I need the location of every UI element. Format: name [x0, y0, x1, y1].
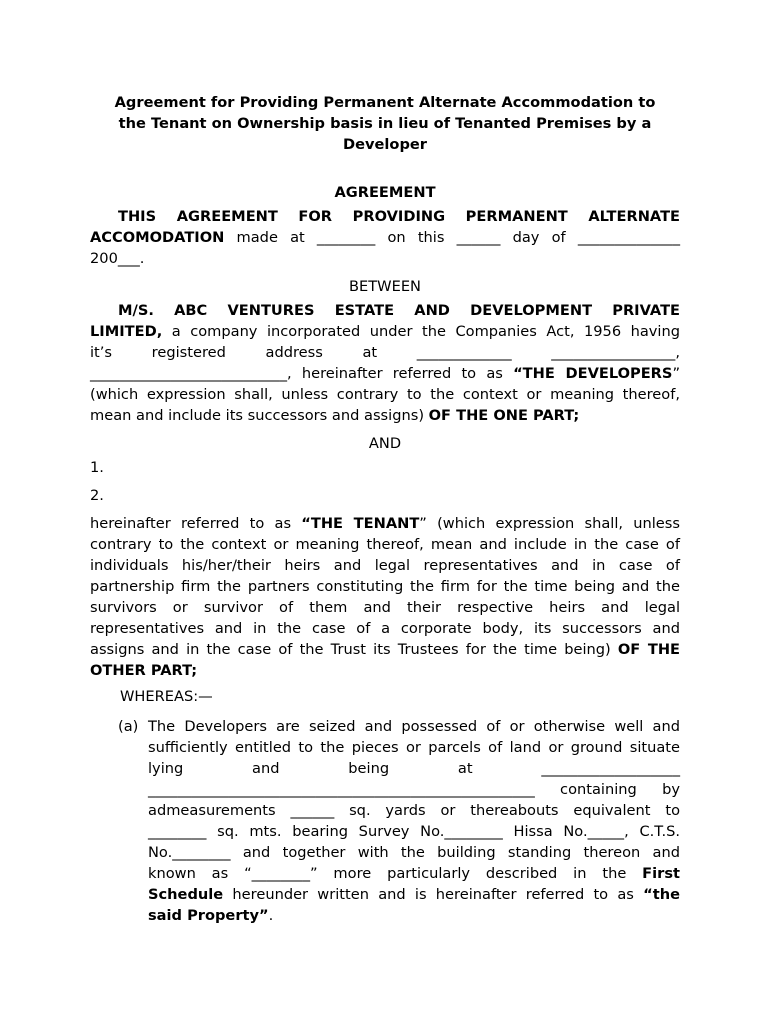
- limited-term: LIMITED,: [90, 323, 163, 340]
- list-item-2: 2.: [90, 487, 104, 504]
- clause-a-line-10: [148, 905, 680, 926]
- party1-line-2: [90, 321, 680, 342]
- clause-a-line-3: lying and being at ___________________: [148, 760, 680, 777]
- clause-a-line-6: ________ sq. mts. bearing Survey No.________ Hissa No._____, C.T.S.: [148, 823, 680, 840]
- the-term: “the: [643, 886, 680, 903]
- clause-a-line-9: [148, 884, 680, 905]
- party2-line-3: individuals his/her/their heirs and legal representatives and in case of: [90, 557, 680, 574]
- intro-line-1: THIS AGREEMENT FOR PROVIDING PERMANENT ALTERNATE: [118, 208, 680, 225]
- party2-line-2: contrary to the context or meaning thereof, mean and include in the case of: [90, 536, 680, 553]
- party1-line-4: [90, 363, 680, 384]
- party1-line-4-end: ”: [672, 365, 680, 382]
- list-item-1: 1.: [90, 459, 104, 476]
- party2-line-1: [90, 513, 680, 534]
- schedule-term: Schedule: [148, 886, 224, 903]
- party2-line-4: partnership firm the partners constituting the firm for the time being and the: [90, 578, 680, 595]
- accomodation-term: ACCOMODATION: [90, 229, 225, 246]
- party2-line-5: survivors or survivor of them and their respective heirs and legal: [90, 599, 680, 616]
- party1-line-4-text: ___________________________, hereinafter referred to as: [90, 365, 514, 382]
- document-title: [90, 92, 680, 155]
- clause-a-line-2: sufficiently entitled to the pieces or parcels of land or ground situate: [148, 739, 680, 756]
- clause-a-line-8-text: known as “________” more particularly described in the: [148, 865, 643, 882]
- party1-line-3: it’s registered address at _____________ _________________,: [90, 344, 680, 361]
- clause-a-line-1: The Developers are seized and possessed of or otherwise well and: [148, 718, 680, 735]
- party1-line-1: M/S. ABC VENTURES ESTATE AND DEVELOPMENT PRIVATE: [118, 302, 680, 319]
- one-part-term: OF THE ONE PART;: [428, 407, 580, 424]
- party-developers-paragraph: [90, 300, 680, 426]
- title-line-1: Agreement for Providing Permanent Alternate Accommodation to: [114, 94, 656, 111]
- intro-line-3: 200___.: [90, 250, 145, 267]
- party2-line-8: OTHER PART;: [90, 662, 198, 679]
- party2-line-7-text: assigns and in the case of the Trust its Trustees for the time being): [90, 641, 618, 658]
- clause-a-label: (a): [118, 718, 139, 735]
- party1-line-2-text: a company incorporated under the Companies Act, 1956 having: [162, 323, 680, 340]
- clause-a-line-4: _____________________________________________________ containing by: [148, 781, 680, 798]
- clause-a-line-10-end: .: [268, 907, 274, 924]
- other-part-term-start: OF THE: [617, 641, 680, 658]
- clause-a-line-9-text: hereunder written and is hereinafter referred to as: [223, 886, 644, 903]
- clause-a-line-7: No.________ and together with the building standing thereon and: [148, 844, 680, 861]
- clause-a-paragraph: [148, 716, 680, 926]
- party2-line-6: representatives and in the case of a corporate body, its successors and: [90, 620, 680, 637]
- party-tenant-paragraph: [90, 513, 680, 681]
- whereas-heading: WHEREAS:—: [120, 688, 213, 705]
- intro-line-2-text: made at ________ on this ______ day of ______________: [224, 229, 680, 246]
- party2-line-1-end: ” (which expression shall, unless: [419, 515, 680, 532]
- developers-term: “THE DEVELOPERS: [513, 365, 673, 382]
- party1-line-5: (which expression shall, unless contrary to the context or meaning thereof,: [90, 386, 680, 403]
- and-heading: AND: [368, 435, 402, 452]
- intro-line-2: [90, 227, 680, 248]
- party1-line-6-text: mean and include its successors and assigns): [90, 407, 429, 424]
- party2-line-1-text: hereinafter referred to as: [90, 515, 302, 532]
- party2-line-7: [90, 639, 680, 660]
- clause-a-line-8: [148, 863, 680, 884]
- title-line-2: the Tenant on Ownership basis in lieu of Tenanted Premises by a: [118, 115, 652, 132]
- agreement-heading: AGREEMENT: [334, 184, 436, 201]
- between-heading: BETWEEN: [349, 278, 421, 295]
- intro-paragraph: [90, 206, 680, 269]
- first-term: First: [642, 865, 680, 882]
- clause-a-line-5: admeasurements ______ sq. yards or thereabouts equivalent to: [148, 802, 680, 819]
- tenant-term: “THE TENANT: [301, 515, 420, 532]
- title-line-3: Developer: [343, 136, 427, 153]
- said-property-term: said Property”: [148, 907, 269, 924]
- party1-line-6: [90, 405, 680, 426]
